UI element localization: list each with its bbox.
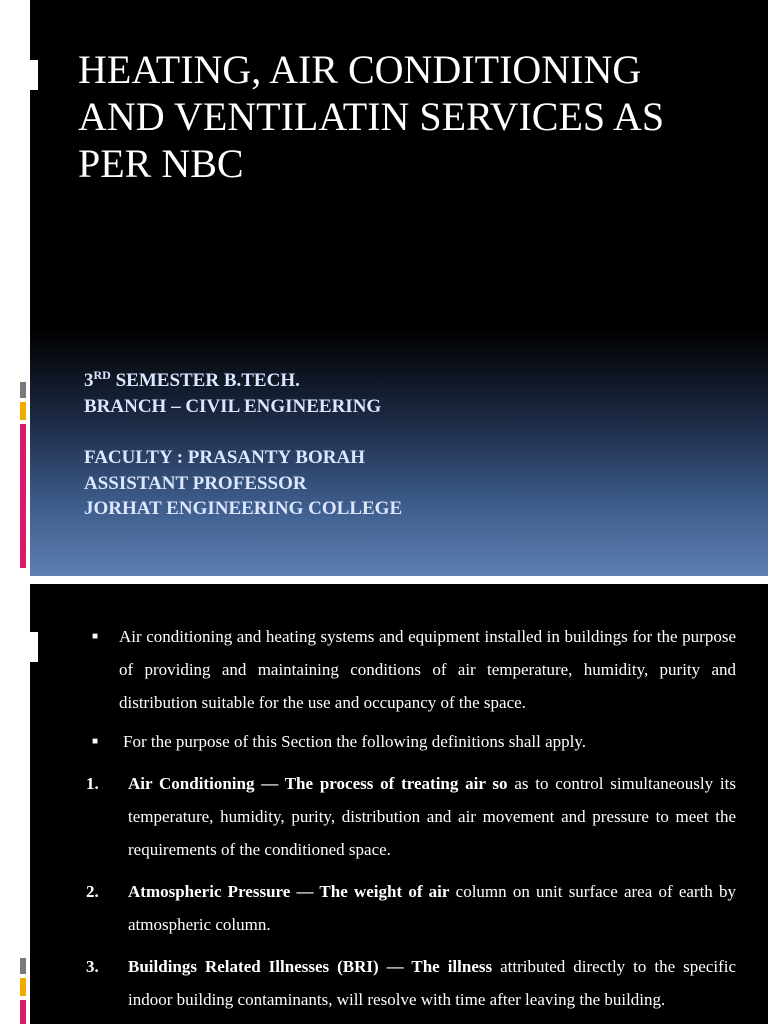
title-slide [30,0,768,576]
slide-title: HEATING, AIR CONDITIONING AND VENTILATIN SERVICES AS PER NBC [78,47,665,186]
definition-text: column on unit surface area of earth by atmospheric column. [128,882,736,934]
definition-item [88,950,736,1016]
slide-subtitle [84,368,724,522]
designation-line: ASSISTANT PROFESSOR [84,472,307,494]
content-slide [30,584,768,1024]
college-line: JORHAT ENGINEERING COLLEGE [84,498,403,519]
definition-item [88,875,736,941]
branch-line: BRANCH – CIVIL ENGINEERING [84,395,382,417]
bullet-item [88,725,736,758]
definition-text: attributed directly to the specific indoor building contaminants, will resolve with time after leaving the building. [128,957,736,1009]
bullet-icon: ■ [92,736,99,747]
accent-bar-decoration [20,382,30,568]
definition-number: 2. [86,882,99,901]
definition-term: Atmospheric Pressure — The weight of air [128,882,450,901]
semester-line [84,368,724,394]
slide-body [88,620,736,1016]
semester-number: 3 [84,370,94,391]
bullet-item [88,620,736,719]
slide-tab-marker [30,632,48,662]
semester-ordinal: RD [93,368,111,382]
accent-bar-decoration [20,958,30,1024]
definition-term: Air Conditioning — The process of treating air so [128,774,508,793]
definition-item [88,767,736,866]
definition-term: Buildings Related Illnesses (BRI) — The illness [128,957,493,976]
bullet-icon: ■ [92,631,99,642]
slide-tab-marker [30,60,48,90]
definition-number: 1. [86,774,99,793]
semester-text: SEMESTER B.TECH. [110,370,300,391]
faculty-line: FACULTY : PRASANTY BORAH [84,447,365,468]
bullet-text: For the purpose of this Section the following definitions shall apply. [123,732,587,751]
bullet-text: Air conditioning and heating systems and equipment installed in buildings for the purpose of providing and maintaining conditions of air temperature, humidity, purity and distribution suitable for the use and occupancy of the space. [119,627,736,712]
definition-text: as to control simultaneously its temperature, humidity, purity, distribution and air movement and pressure to meet the requirements of the conditioned space. [128,774,736,859]
definition-number: 3. [86,957,99,976]
